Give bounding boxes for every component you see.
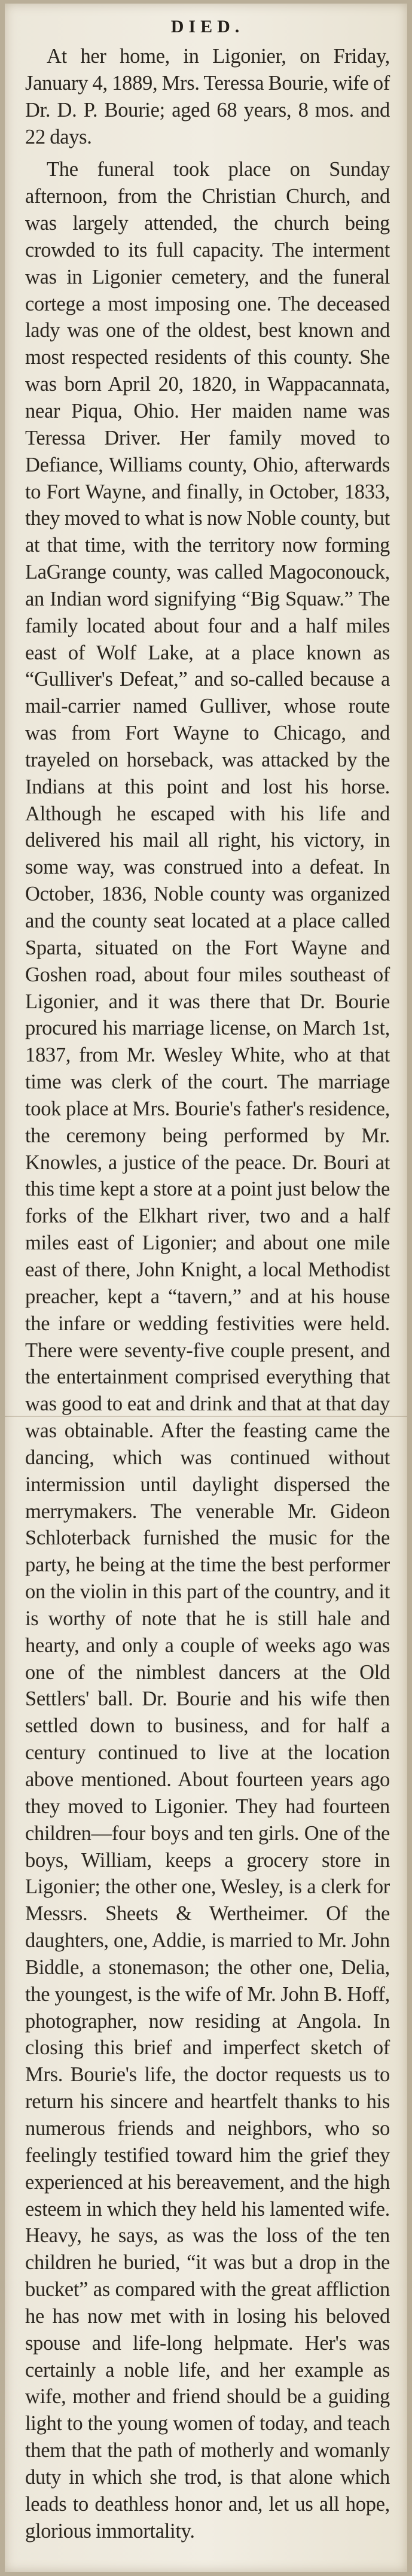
obituary-column xyxy=(25,17,390,2550)
obituary-heading: DIED. xyxy=(170,17,245,37)
newspaper-clipping xyxy=(5,4,407,2572)
obituary-lead-paragraph: At her home, in Ligonier, on Friday, January 4, 1889, Mrs. Teressa Bourie, wife of Dr. D. P. Bourie; aged 68 years, 8 mos. and 22 days. xyxy=(25,45,390,148)
obituary-body-paragraph: The funeral took place on Sunday afternoon, from the Christian Church, and was largely attended, the church being crowded to its full capacity. The interment was in Ligonier cemetery, and the funeral cortege a most imposing one. The deceased lady was one of the oldest, best known and most respected residents of this county. She was born April 20, 1820, in Wappacannata, near Piqua, Ohio. Her maiden name was Teressa Driver. Her family moved to Defiance, Williams county, Ohio, afterwards to Fort Wayne, and finally, in October, 1833, they moved to what is now Noble county, but at that time, with the territory now forming LaGrange county, was called Magoconouck, an Indian word signifying “Big Squaw.” The family located about four and a half miles east of Wolf Lake, at a place known as “Gulliver's Defeat,” and so-called because a mail-carrier named Gulliver, whose route was from Fort Wayne to Chicago, and trayeled on horseback, was attacked by the Indians at this point and lost his horse. Although he escaped with his life and delivered his mail all right, his victory, in some way, was construed into a defeat. In October, 1836, Noble county was organized and the county seat located at a place called Sparta, situated on the Fort Wayne and Goshen road, about four miles southeast of Ligonier, and it was there that Dr. Bourie procured his marriage license, on March 1st, 1837, from Mr. Wesley White, who at that time was clerk of the court. The marriage took place at Mrs. Bourie's father's residence, the ceremony being performed by Mr. Knowles, a justice of the peace. Dr. Bouri at this time kept a store at a point just below the forks of the Elkhart river, two and a half miles east of Ligonier; and about one mile east of there, John Knight, a local Methodist preacher, kept a “tavern,” and at his house the infare or wedding festivities were held. There were seventy-five couple present, and the entertainment comprised everything that was good to eat and drink and that at that day was obtainable. After the feasting came the dancing, which was continued without intermission until daylight dispersed the merrymakers. The venerable Mr. Gideon Schloterback furnished the music for the party, he being at the time the best performer on the violin in this part of the country, and it is worthy of note that he is still hale and hearty, and only a couple of weeks ago was one of the nimblest dancers at the Old Settlers' ball. Dr. Bourie and his wife then settled down to business, and for half a century continued to live at the location above mentioned. About fourteen years ago they moved to Ligonier. They had fourteen children—four boys and ten girls. One of the boys, William, keeps a grocery store in Ligonier; the other one, Wesley, is a clerk for Messrs. Sheets & Wertheimer. Of the daughters, one, Addie, is married to Mr. John Biddle, a stonemason; the other one, Delia, the youngest, is the wife of Mr. John B. Hoff, photographer, now residing at Angola. In closing this brief and imperfect sketch of Mrs. Bourie's life, the doctor requests us to return his sincere and heartfelt thanks to his numerous friends and neighbors, who so feelingly testified toward him the grief they experienced at his bereavement, and the high esteem in which they held his lamented wife. Heavy, he says, as was the loss of the ten children he buried, “it was but a drop in the bucket” as compared with the great affliction he has now met with in losing his beloved spouse and life-long helpmate. Her's was certainly a noble life, and her example as wife, mother and friend should be a guiding light to the young women of today, and teach them that the path of motherly and womanly duty in which she trod, is that alone which leads to deathless honor and, let us all hope, glorious immortality. xyxy=(25,158,390,2542)
